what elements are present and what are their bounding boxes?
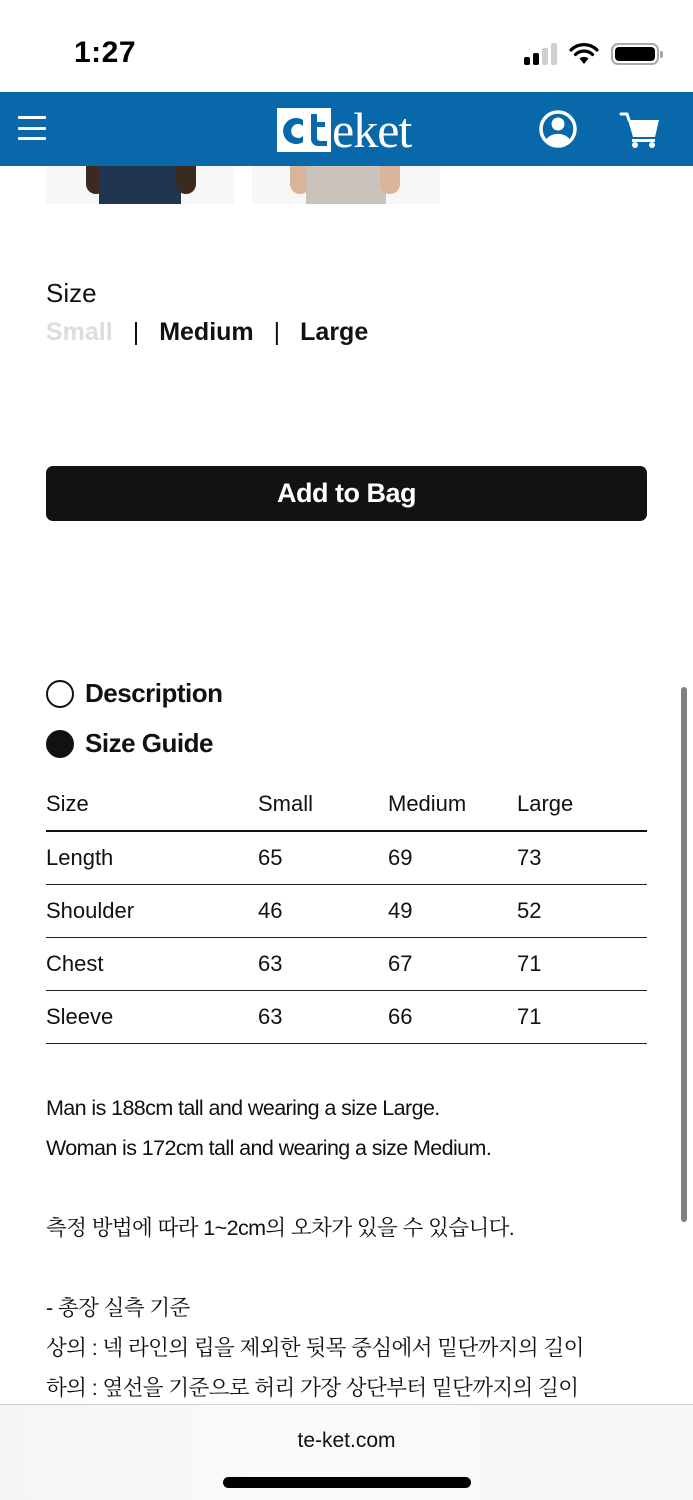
menu-icon-bar	[18, 116, 46, 119]
table-cell: Chest	[46, 937, 258, 990]
note-line: Man is 188cm tall and wearing a size Large.	[46, 1096, 440, 1120]
size-guide-table	[46, 778, 647, 1044]
table-cell: 71	[517, 937, 647, 990]
browser-bottom-bar	[0, 1404, 693, 1500]
note-line: 측정 방법에 따라 1~2cm의 오차가 있을 수 있습니다.	[46, 1216, 515, 1240]
product-thumbnail-navy[interactable]	[46, 166, 234, 204]
table-cell: 52	[517, 884, 647, 937]
site-header	[0, 92, 693, 166]
table-cell: 46	[258, 884, 388, 937]
tab-size-guide[interactable]	[46, 728, 213, 759]
size-separator: |	[273, 318, 281, 346]
menu-icon-bar	[18, 137, 46, 140]
model-hand	[380, 166, 400, 194]
battery-icon	[611, 43, 659, 65]
cart-icon[interactable]	[619, 108, 661, 150]
product-thumbnails	[46, 166, 440, 204]
table-cell: 73	[517, 831, 647, 884]
table-header-cell: Large	[517, 778, 647, 831]
radio-checked-icon[interactable]	[46, 730, 74, 758]
size-option-large[interactable]: Large	[300, 318, 369, 346]
status-bar	[0, 0, 693, 92]
home-indicator[interactable]	[223, 1477, 471, 1488]
table-cell: Shoulder	[46, 884, 258, 937]
table-header-cell: Medium	[388, 778, 517, 831]
size-separator: |	[132, 318, 140, 346]
table-row	[46, 937, 647, 990]
table-cell: 71	[517, 990, 647, 1043]
wifi-icon	[569, 43, 599, 65]
table-header-row	[46, 778, 647, 831]
note-line	[46, 1168, 646, 1208]
table-header-cell: Size	[46, 778, 258, 831]
signal-icon	[524, 43, 557, 65]
note-line	[46, 1248, 646, 1288]
note-line: - 총장 실측 기준	[46, 1296, 190, 1320]
logo-text: eket	[332, 102, 412, 158]
note-line: 하의 : 옆선을 기준으로 허리 가장 상단부터 밑단까지의 길이	[46, 1376, 579, 1400]
note-line: Woman is 172cm tall and wearing a size Medium.	[46, 1136, 492, 1160]
note-line: 상의 : 넥 라인의 립을 제외한 뒷목 중심에서 밑단까지의 길이	[46, 1336, 584, 1360]
model-outfit	[99, 166, 181, 204]
status-icons	[524, 42, 659, 66]
table-header-cell: Small	[258, 778, 388, 831]
site-logo[interactable]	[277, 102, 412, 158]
table-cell: 63	[258, 937, 388, 990]
size-guide-notes	[46, 1088, 646, 1408]
table-row	[46, 831, 647, 884]
url-label[interactable]: te-ket.com	[297, 1429, 396, 1452]
tab-size-guide-label: Size Guide	[85, 728, 213, 758]
radio-unchecked-icon[interactable]	[46, 680, 74, 708]
table-cell: Length	[46, 831, 258, 884]
menu-icon-bar	[18, 127, 46, 130]
menu-button[interactable]	[16, 110, 48, 146]
page-scrollbar[interactable]	[681, 687, 687, 1222]
tab-description-label: Description	[85, 678, 223, 708]
table-cell: Sleeve	[46, 990, 258, 1043]
tab-description[interactable]	[46, 678, 223, 709]
add-to-bag-button[interactable]: Add to Bag	[46, 466, 647, 521]
user-icon[interactable]	[537, 108, 579, 150]
logo-mark-icon	[277, 108, 331, 152]
size-option-medium[interactable]: Medium	[159, 318, 254, 346]
table-cell: 65	[258, 831, 388, 884]
model-hand	[176, 166, 196, 194]
product-thumbnail-beige[interactable]	[252, 166, 440, 204]
table-cell: 67	[388, 937, 517, 990]
model-outfit	[306, 166, 386, 204]
table-cell: 66	[388, 990, 517, 1043]
size-options	[46, 318, 368, 347]
table-cell: 69	[388, 831, 517, 884]
size-label: Size	[46, 278, 97, 308]
table-row	[46, 884, 647, 937]
table-row	[46, 990, 647, 1043]
table-cell: 49	[388, 884, 517, 937]
size-option-small: Small	[46, 318, 113, 346]
status-time: 1:27	[74, 36, 137, 69]
table-cell: 63	[258, 990, 388, 1043]
